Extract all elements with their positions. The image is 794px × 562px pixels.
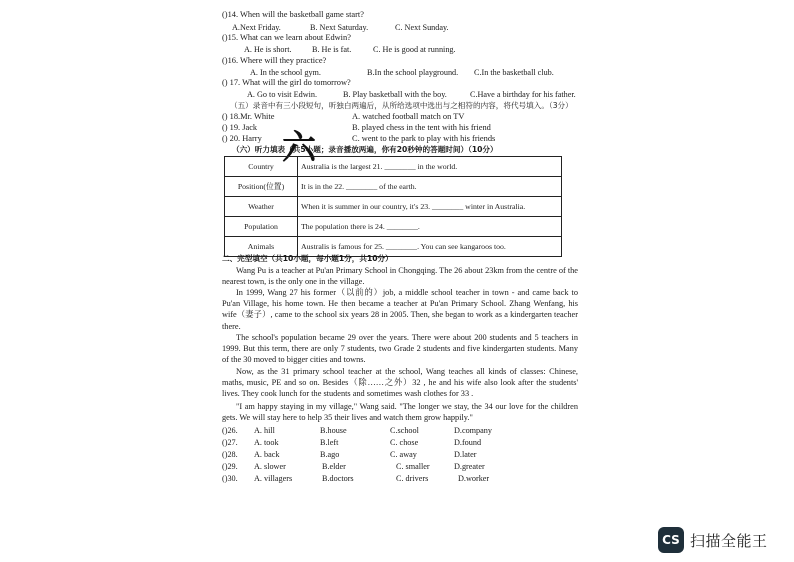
listening-table <box>224 156 562 257</box>
option-row-28: ()28. <box>222 450 238 459</box>
option-29-d: D.greater <box>454 462 485 471</box>
option-27-a: A. took <box>254 438 279 447</box>
option-row-26: ()26. <box>222 426 238 435</box>
matching-option-b: B. played chess in the tent with his friend <box>352 123 491 132</box>
option-row-30: ()30. <box>222 474 238 483</box>
table-key: Population <box>225 217 298 237</box>
option-27-c: C. chose <box>390 438 419 447</box>
q16-option-c: C.In the basketball club. <box>474 68 554 77</box>
table-key: Weather <box>225 197 298 217</box>
q14-option-b: B. Next Saturday. <box>310 23 369 32</box>
option-30-c: C. drivers <box>396 474 429 483</box>
option-30-b: B.doctors <box>322 474 354 483</box>
table-value: Australia is the largest 21. ________ in the world. <box>298 157 562 177</box>
option-28-a: A. back <box>254 450 280 459</box>
option-26-d: D.company <box>454 426 492 435</box>
section-5-title: （五）录音中有三小段短句，听独白两遍后，从所给选项中选出与之相符的内容，将代号填入。（3分） <box>230 101 573 110</box>
q14-option-c: C. Next Sunday. <box>395 23 449 32</box>
cloze-paragraph-5: "I am happy staying in my village," Wang said. "The longer we stay, the 34 our love for the children gets. We will stay here to help 35 their lives and watch them grow happily." <box>222 402 578 423</box>
table-key: Position(位置) <box>225 177 298 197</box>
q14-option-a: A.Next Friday. <box>232 23 281 32</box>
cloze-title: 二、完型填空（共10小题，每小题1分，共10分） <box>222 254 393 263</box>
option-row-27: ()27. <box>222 438 238 447</box>
q17-option-b: B. Play basketball with the boy. <box>343 90 447 99</box>
matching-item-20: () 20. Harry <box>222 134 262 143</box>
option-29-b: B.elder <box>322 462 346 471</box>
matching-option-c: C. went to the park to play with his friends <box>352 134 496 143</box>
table-row <box>225 217 562 237</box>
cs-logo-icon: CS <box>658 527 684 553</box>
q16-option-a: A. In the school gym. <box>250 68 321 77</box>
q16-option-b: B.In the school playground. <box>367 68 459 77</box>
table-value: The population there is 24. ________. <box>298 217 562 237</box>
option-28-b: B.ago <box>320 450 340 459</box>
table-row <box>225 197 562 217</box>
table-key: Country <box>225 157 298 177</box>
option-30-d: D.worker <box>458 474 490 483</box>
option-26-b: B.house <box>320 426 347 435</box>
q15-option-b: B. He is fat. <box>312 45 352 54</box>
option-row-29: ()29. <box>222 462 238 471</box>
q15-option-a: A. He is short. <box>244 45 292 54</box>
option-30-a: A. villagers <box>254 474 293 483</box>
option-26-a: A. hill <box>254 426 275 435</box>
table-value: When it is summer in our country, it's 23. ________ winter in Australia. <box>298 197 562 217</box>
cloze-paragraph-4: Now, as the 31 primary school teacher at the school, Wang teaches all kinds of classes: Chinese, maths, music, PE and so on. Besides（除……之外）32 , he and his wife also look after the students' lives. They cook lunch for the students and sometimes wash clothes for 33 . <box>222 367 578 399</box>
table-key: Animals <box>225 237 298 257</box>
option-27-b: B.left <box>320 438 339 447</box>
option-28-c: C. away <box>390 450 417 459</box>
matching-item-18: () 18.Mr. White <box>222 112 275 121</box>
table-value: Australis is famous for 25. ________. You can see kangaroos too. <box>298 237 562 257</box>
option-26-c: C.school <box>390 426 419 435</box>
option-29-c: C. smaller <box>396 462 430 471</box>
table-row <box>225 157 562 177</box>
cloze-paragraph-2: In 1999, Wang 27 his former（以前的）job, a middle school teacher in town - and came back to Pu'an Village, his home town. He then became a teacher at Pu'an Primary School. Zhang Wenfang, his wife（妻子）, came to the school six years 28 in 2005. Then, she began to work as a kindergarten teacher there. <box>222 288 578 331</box>
question-14: ()14. When will the basketball game start? <box>222 10 364 19</box>
q17-option-c: C.Have a birthday for his father. <box>470 90 576 99</box>
cloze-paragraph-1: Wang Pu is a teacher at Pu'an Primary School in Chongqing. The 26 about 23km from the centre of the nearest town, is the only one in the village. <box>222 266 578 287</box>
handwritten-mark: 六 <box>282 128 316 168</box>
q17-option-a: A. Go to visit Edwin. <box>247 90 318 99</box>
matching-item-19: () 19. Jack <box>222 123 258 132</box>
section-6-title: （六）听力填表（共5小题；录音播放两遍，你有20秒钟的答题时间）（10分） <box>232 145 498 154</box>
table-value: It is in the 22. ________ of the earth. <box>298 177 562 197</box>
option-28-d: D.later <box>454 450 477 459</box>
table-row <box>225 177 562 197</box>
question-15: ()15. What can we learn about Edwin? <box>222 33 351 42</box>
option-27-d: D.found <box>454 438 482 447</box>
matching-option-a: A. watched football match on TV <box>352 112 465 121</box>
option-29-a: A. slower <box>254 462 286 471</box>
cloze-paragraph-3: The school's population became 29 over the years. There were about 200 students and 5 teachers in 1999. But this term, there are only 7 students, two Grade 2 students and five kindergarten students. Many of the 30 moved to bigger cities and towns. <box>222 333 578 365</box>
watermark-text: 扫描全能王 <box>690 531 768 550</box>
q15-option-c: C. He is good at running. <box>373 45 456 54</box>
question-17: () 17. What will the girl do tomorrow? <box>222 78 351 87</box>
question-16: ()16. Where will they practice? <box>222 56 327 65</box>
camscanner-watermark <box>658 527 768 553</box>
